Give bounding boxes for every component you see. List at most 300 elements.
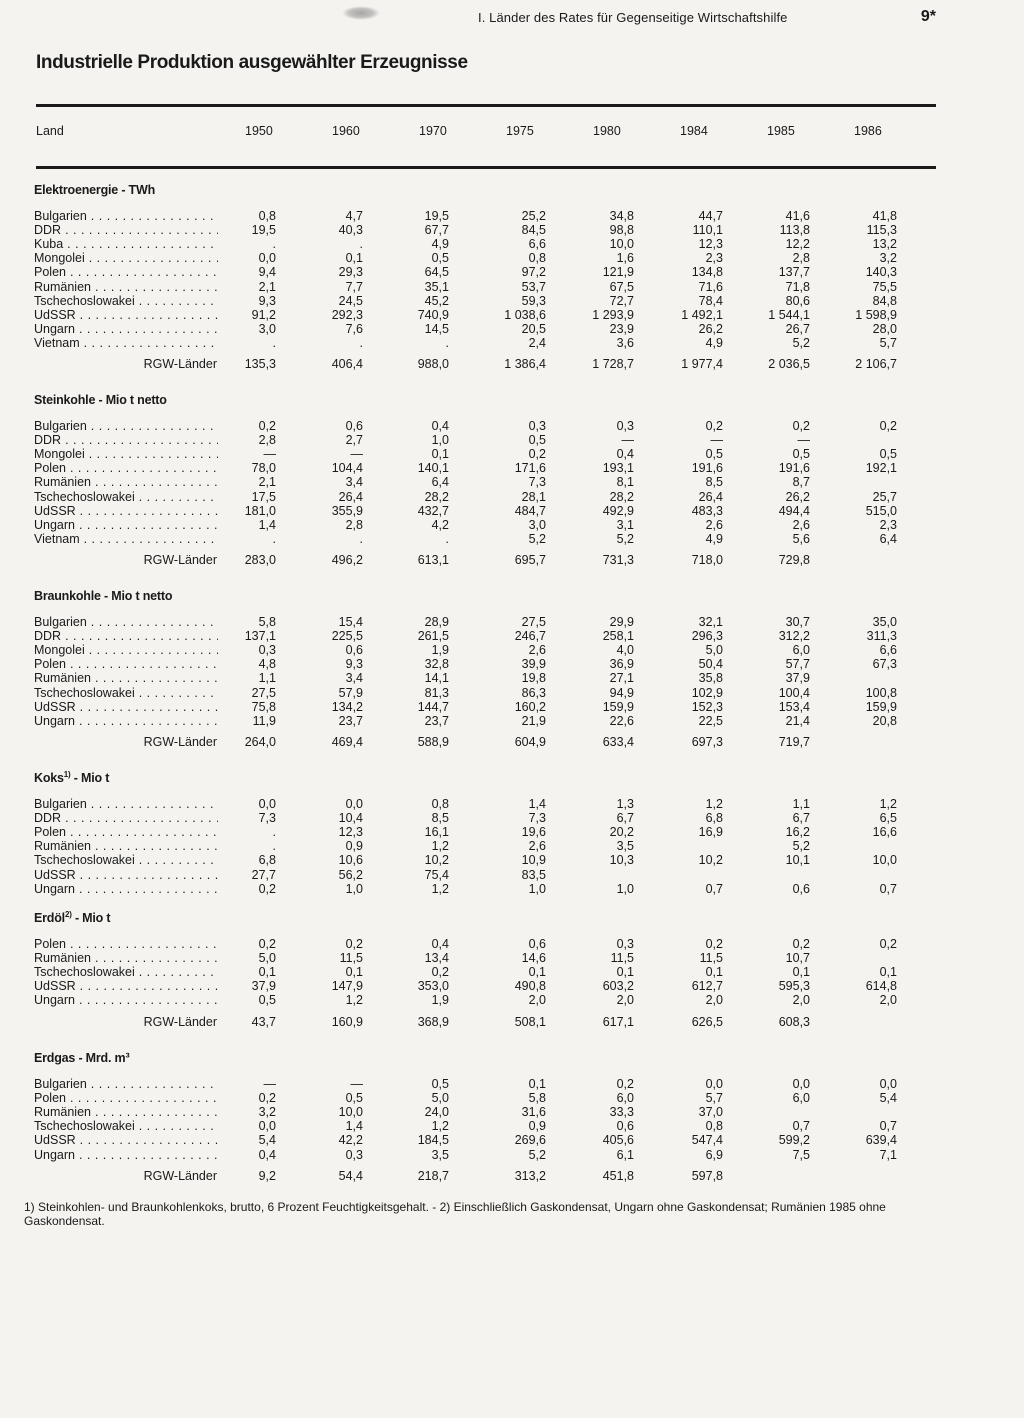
table-cell: 100,8	[865, 685, 897, 700]
table-cell: 0,1	[258, 965, 276, 980]
table-cell: 1,9	[431, 643, 449, 658]
table-cell: 13,2	[872, 237, 897, 252]
table-cell: 160,2	[514, 699, 546, 714]
table-cell: 10,0	[609, 237, 634, 252]
table-cell: 0,5	[705, 447, 723, 462]
table-cell: 0,1	[792, 965, 810, 980]
table-cell: 40,3	[338, 223, 363, 238]
country-label: Tschechoslowakei . . .	[34, 965, 218, 979]
table-cell: 0,9	[345, 839, 363, 854]
total-cell: 9,2	[258, 1168, 276, 1183]
country-label: Polen . . .	[34, 1091, 218, 1105]
column-header: 1985	[767, 124, 795, 138]
column-header: Land	[36, 124, 64, 138]
table-cell: 12,3	[338, 825, 363, 840]
table-cell: 10,0	[338, 1105, 363, 1120]
table-cell: .	[272, 237, 276, 252]
table-cell: 1,2	[345, 993, 363, 1008]
table-cell: 191,6	[778, 461, 810, 476]
table-cell: 56,2	[338, 867, 363, 882]
table-row	[0, 294, 1024, 308]
country-label: Vietnam . . .	[34, 336, 218, 350]
table-cell: 17,5	[251, 489, 276, 504]
table-cell: 26,7	[785, 321, 810, 336]
total-cell: 406,4	[331, 357, 363, 371]
table-row	[0, 979, 1024, 993]
table-cell: 5,8	[258, 615, 276, 629]
table-row	[0, 657, 1024, 671]
column-header-row	[0, 124, 1024, 144]
table-cell: 1 038,6	[504, 307, 546, 322]
table-cell: 11,9	[252, 713, 276, 728]
table-row	[0, 700, 1024, 714]
table-cell: —	[621, 433, 634, 448]
table-row	[0, 671, 1024, 685]
table-row	[0, 1105, 1024, 1119]
column-header: 1984	[680, 124, 708, 138]
table-cell: 5,2	[528, 1147, 546, 1162]
table-cell: 5,6	[792, 531, 810, 546]
table-cell: 0,1	[879, 965, 897, 980]
table-cell: 1,1	[258, 671, 276, 686]
table-cell: 75,4	[424, 867, 449, 882]
total-cell: 313,2	[514, 1168, 546, 1183]
table-cell: 0,2	[879, 937, 897, 951]
total-label: RGW-Länder	[143, 734, 217, 749]
table-cell: 6,8	[705, 811, 723, 826]
table-cell: 0,4	[258, 1147, 276, 1162]
table-cell: 10,4	[338, 811, 363, 826]
table-cell: 16,9	[698, 825, 723, 840]
table-cell: 35,1	[424, 279, 449, 294]
country-label: Ungarn . . .	[34, 518, 218, 532]
table-cell: 23,7	[338, 713, 363, 728]
table-cell: 113,8	[779, 223, 810, 238]
table-cell: 32,1	[698, 615, 723, 629]
total-cell: 508,1	[514, 1014, 546, 1029]
country-label: Polen . . .	[34, 937, 218, 951]
section-heading	[34, 910, 110, 925]
top-rule	[36, 104, 936, 107]
total-cell: 135,3	[244, 357, 276, 371]
table-cell: 45,2	[424, 293, 449, 308]
table-cell: 0,5	[792, 447, 810, 462]
table-cell: 137,7	[778, 265, 810, 280]
table-cell: .	[445, 531, 449, 546]
table-cell: 75,5	[872, 279, 897, 294]
table-cell: 16,1	[424, 825, 449, 840]
table-cell: 64,5	[424, 265, 449, 280]
table-cell: 1 492,1	[681, 307, 723, 322]
table-cell: —	[350, 447, 363, 462]
table-cell: 121,9	[602, 265, 634, 280]
table-row	[0, 811, 1024, 825]
table-cell: 1,2	[431, 839, 449, 854]
table-cell: 28,1	[521, 489, 546, 504]
total-cell: 626,5	[691, 1014, 723, 1029]
table-cell: 9,3	[345, 657, 363, 672]
footnote-mark: 1)	[63, 770, 71, 779]
total-cell: 2 036,5	[768, 357, 810, 371]
table-cell: 432,7	[417, 503, 449, 518]
table-cell: 2,0	[616, 993, 634, 1008]
country-label: Bulgarien . . .	[34, 209, 218, 223]
table-cell: 7,5	[792, 1147, 810, 1162]
table-cell: 104,4	[331, 461, 363, 476]
table-cell: 2,0	[879, 993, 897, 1008]
table-cell: 494,4	[778, 503, 810, 518]
country-label: Polen . . .	[34, 825, 218, 839]
table-row	[0, 490, 1024, 504]
total-cell: 604,9	[514, 734, 546, 749]
table-cell: 12,2	[785, 237, 810, 252]
table-cell: 11,5	[699, 951, 723, 966]
table-cell: 14,5	[424, 321, 449, 336]
table-cell: 492,9	[602, 503, 634, 518]
table-cell: 2,6	[528, 839, 546, 854]
table-cell: 35,0	[872, 615, 897, 629]
country-label: UdSSR . . .	[34, 868, 218, 882]
country-label: Vietnam . . .	[34, 532, 218, 546]
table-cell: 1,6	[616, 251, 634, 266]
table-cell: 490,8	[514, 979, 546, 994]
table-cell: 10,2	[698, 853, 723, 868]
section-title: Erdöl	[34, 911, 65, 926]
total-row	[0, 1169, 1024, 1185]
table-cell: 57,7	[785, 657, 810, 672]
table-cell: 0,9	[528, 1119, 546, 1134]
table-cell: 5,4	[258, 1133, 276, 1148]
table-cell: 0,6	[792, 881, 810, 896]
total-row	[0, 357, 1024, 373]
country-label: DDR . . .	[34, 433, 218, 447]
table-cell: 6,0	[792, 1091, 810, 1106]
table-cell: 2,6	[705, 517, 723, 532]
table-cell: 353,0	[417, 979, 449, 994]
table-cell: 91,2	[251, 307, 276, 322]
table-cell: 0,8	[431, 797, 449, 811]
table-cell: 484,7	[514, 503, 546, 518]
table-cell: 11,5	[339, 951, 363, 966]
total-cell: 695,7	[514, 552, 546, 567]
table-cell: 140,1	[417, 461, 449, 476]
table-cell: 8,5	[705, 475, 723, 490]
table-row	[0, 797, 1024, 811]
table-cell: 27,1	[609, 671, 634, 686]
section-title: Koks	[34, 771, 64, 786]
table-cell: 0,3	[616, 937, 634, 951]
table-cell: 14,1	[424, 671, 449, 686]
table-cell: 1,0	[431, 433, 449, 448]
table-cell: 53,7	[521, 279, 546, 294]
table-cell: —	[710, 433, 723, 448]
table-cell: .	[359, 531, 363, 546]
total-cell: 264,0	[244, 734, 276, 749]
table-cell: 0,6	[345, 419, 363, 433]
table-cell: 0,1	[616, 965, 634, 980]
table-cell: 0,0	[792, 1077, 810, 1091]
table-cell: 71,8	[785, 279, 810, 294]
table-row	[0, 839, 1024, 853]
table-row	[0, 1148, 1024, 1162]
table-cell: 84,8	[872, 293, 897, 308]
table-cell: 3,5	[616, 839, 634, 854]
table-cell: 184,5	[417, 1133, 449, 1148]
total-row	[0, 735, 1024, 751]
table-cell: 27,5	[251, 685, 276, 700]
table-cell: —	[263, 1077, 276, 1091]
total-cell: 368,9	[417, 1014, 449, 1029]
table-cell: 181,0	[244, 503, 276, 518]
table-cell: 0,1	[345, 251, 363, 266]
table-cell: 171,6	[514, 461, 546, 476]
table-cell: 57,9	[338, 685, 363, 700]
country-label: DDR . . .	[34, 811, 218, 825]
table-row	[0, 825, 1024, 839]
table-cell: 22,5	[698, 713, 723, 728]
table-row	[0, 336, 1024, 350]
table-cell: 6,8	[258, 853, 276, 868]
section-title: Erdgas - Mrd. m³	[34, 1051, 130, 1066]
table-cell: 94,9	[609, 685, 634, 700]
country-label: UdSSR . . .	[34, 700, 218, 714]
table-cell: 599,2	[778, 1133, 810, 1148]
table-cell: 159,9	[865, 699, 897, 714]
table-cell: 0,6	[345, 643, 363, 658]
table-cell: 0,0	[345, 797, 363, 811]
total-cell: 1 386,4	[504, 357, 546, 371]
table-cell: 7,6	[345, 321, 363, 336]
table-cell: 0,2	[705, 937, 723, 951]
table-cell: 26,4	[338, 489, 363, 504]
table-cell: 134,8	[691, 265, 723, 280]
table-cell: 3,4	[345, 671, 363, 686]
table-cell: 3,1	[616, 517, 634, 532]
table-cell: 134,2	[331, 699, 363, 714]
total-cell: 697,3	[691, 734, 723, 749]
table-cell: 261,5	[417, 629, 449, 644]
table-cell: 7,7	[345, 279, 363, 294]
table-cell: 639,4	[865, 1133, 897, 1148]
table-cell: .	[272, 531, 276, 546]
table-row	[0, 853, 1024, 867]
table-row	[0, 965, 1024, 979]
table-cell: 1 544,1	[768, 307, 810, 322]
table-row	[0, 447, 1024, 461]
table-cell: 8,1	[616, 475, 634, 490]
table-cell: 312,2	[778, 629, 810, 644]
total-cell: 731,3	[602, 552, 634, 567]
total-cell: 1 728,7	[592, 357, 634, 371]
table-cell: 72,7	[609, 293, 634, 308]
table-cell: 1,3	[616, 797, 634, 811]
table-cell: 2,1	[258, 475, 276, 490]
table-cell: 0,7	[879, 1119, 897, 1134]
column-header: 1970	[419, 124, 447, 138]
column-header: 1980	[593, 124, 621, 138]
table-cell: 16,6	[872, 825, 897, 840]
table-row	[0, 504, 1024, 518]
country-label: Tschechoslowakei . . .	[34, 686, 218, 700]
page-title: Industrielle Produktion ausgewählter Erzeugnisse	[36, 52, 468, 73]
table-row	[0, 951, 1024, 965]
table-cell: 3,0	[528, 517, 546, 532]
table-cell: .	[272, 825, 276, 840]
table-cell: 0,4	[616, 447, 634, 462]
total-label: RGW-Länder	[143, 1168, 217, 1183]
table-cell: 26,4	[698, 489, 723, 504]
table-cell: 1,2	[705, 797, 723, 811]
table-cell: 1,2	[431, 1119, 449, 1134]
table-cell: 6,4	[431, 475, 449, 490]
table-row	[0, 1119, 1024, 1133]
table-cell: 24,0	[424, 1105, 449, 1120]
table-cell: 8,5	[431, 811, 449, 826]
table-cell: 4,9	[431, 237, 449, 252]
table-row	[0, 461, 1024, 475]
table-cell: 5,0	[705, 643, 723, 658]
total-cell: 2 106,7	[855, 357, 897, 371]
table-cell: 595,3	[778, 979, 810, 994]
table-cell: 2,0	[792, 993, 810, 1008]
table-cell: 740,9	[417, 307, 449, 322]
table-cell: 9,4	[258, 265, 276, 280]
table-cell: 612,7	[691, 979, 723, 994]
table-cell: 8,7	[792, 475, 810, 490]
table-cell: 3,4	[345, 475, 363, 490]
table-cell: 41,6	[785, 209, 810, 223]
total-cell: 988,0	[417, 357, 449, 371]
table-row	[0, 615, 1024, 629]
table-cell: 0,7	[705, 881, 723, 896]
section-heading	[34, 392, 167, 407]
column-header: 1975	[506, 124, 534, 138]
table-cell: 0,3	[345, 1147, 363, 1162]
table-cell: 5,2	[792, 335, 810, 350]
table-cell: 86,3	[521, 685, 546, 700]
country-label: Ungarn . . .	[34, 714, 218, 728]
table-cell: 27,7	[251, 867, 276, 882]
table-cell: —	[350, 1077, 363, 1091]
table-cell: 6,4	[879, 531, 897, 546]
table-cell: 4,2	[431, 517, 449, 532]
table-cell: —	[263, 447, 276, 462]
table-cell: 6,0	[616, 1091, 634, 1106]
country-label: Rumänien . . .	[34, 839, 218, 853]
table-cell: 25,7	[872, 489, 897, 504]
table-cell: 0,1	[431, 447, 449, 462]
country-label: UdSSR . . .	[34, 1133, 218, 1147]
table-cell: 0,5	[879, 447, 897, 462]
table-cell: 12,3	[698, 237, 723, 252]
table-cell: 2,7	[345, 433, 363, 448]
table-cell: 159,9	[602, 699, 634, 714]
table-cell: 0,2	[879, 419, 897, 433]
table-cell: 2,3	[879, 517, 897, 532]
table-cell: 29,9	[609, 615, 634, 629]
country-label: Kuba . . .	[34, 237, 218, 251]
country-label: Rumänien . . .	[34, 475, 218, 489]
table-cell: 0,6	[616, 1119, 634, 1134]
table-row	[0, 265, 1024, 279]
country-label: DDR . . .	[34, 629, 218, 643]
table-cell: .	[272, 839, 276, 854]
table-row	[0, 322, 1024, 336]
country-label: Rumänien . . .	[34, 280, 218, 294]
table-cell: 0,4	[431, 937, 449, 951]
table-cell: 22,6	[609, 713, 634, 728]
table-cell: .	[272, 335, 276, 350]
country-label: Bulgarien . . .	[34, 419, 218, 433]
footnote-mark: 2)	[64, 910, 72, 919]
table-row	[0, 1077, 1024, 1091]
table-cell: 258,1	[602, 629, 634, 644]
table-cell: .	[359, 335, 363, 350]
table-row	[0, 223, 1024, 237]
table-cell: 0,2	[705, 419, 723, 433]
table-cell: 10,7	[785, 951, 810, 966]
table-row	[0, 433, 1024, 447]
table-cell: 5,7	[705, 1091, 723, 1106]
country-label: Mongolei . . .	[34, 643, 218, 657]
table-cell: 515,0	[865, 503, 897, 518]
table-cell: 137,1	[244, 629, 276, 644]
table-cell: 311,3	[866, 629, 897, 644]
table-cell: 2,0	[528, 993, 546, 1008]
table-cell: 41,8	[872, 209, 897, 223]
table-cell: 4,9	[705, 335, 723, 350]
table-cell: 10,2	[424, 853, 449, 868]
table-cell: 147,9	[331, 979, 363, 994]
table-cell: 42,2	[338, 1133, 363, 1148]
table-cell: 2,3	[705, 251, 723, 266]
table-row	[0, 209, 1024, 223]
table-cell: 191,6	[691, 461, 723, 476]
country-label: Tschechoslowakei . . .	[34, 294, 218, 308]
table-cell: 37,0	[698, 1105, 723, 1120]
table-cell: 4,8	[258, 657, 276, 672]
table-cell: 26,2	[785, 489, 810, 504]
table-cell: 37,9	[251, 979, 276, 994]
table-cell: 2,4	[528, 335, 546, 350]
table-cell: 10,3	[609, 853, 634, 868]
table-cell: 33,3	[609, 1105, 634, 1120]
table-cell: 193,1	[602, 461, 634, 476]
table-cell: 5,7	[879, 335, 897, 350]
table-cell: 0,8	[705, 1119, 723, 1134]
table-row	[0, 686, 1024, 700]
table-cell: 115,3	[866, 223, 897, 238]
table-cell: 0,2	[792, 419, 810, 433]
table-cell: 25,2	[521, 209, 546, 223]
table-cell: 0,0	[705, 1077, 723, 1091]
table-cell: 5,0	[258, 951, 276, 966]
table-cell: 0,7	[792, 1119, 810, 1134]
table-cell: 6,9	[705, 1147, 723, 1162]
country-label: Polen . . .	[34, 657, 218, 671]
total-cell: 496,2	[331, 552, 363, 567]
table-cell: 28,0	[872, 321, 897, 336]
table-cell: 0,5	[258, 993, 276, 1008]
table-cell: 0,1	[528, 965, 546, 980]
country-label: Bulgarien . . .	[34, 615, 218, 629]
table-cell: 7,3	[528, 811, 546, 826]
country-label: Ungarn . . .	[34, 993, 218, 1007]
table-cell: 0,2	[258, 937, 276, 951]
table-cell: 0,2	[616, 1077, 634, 1091]
table-cell: 614,8	[865, 979, 897, 994]
table-cell: 67,3	[872, 657, 897, 672]
